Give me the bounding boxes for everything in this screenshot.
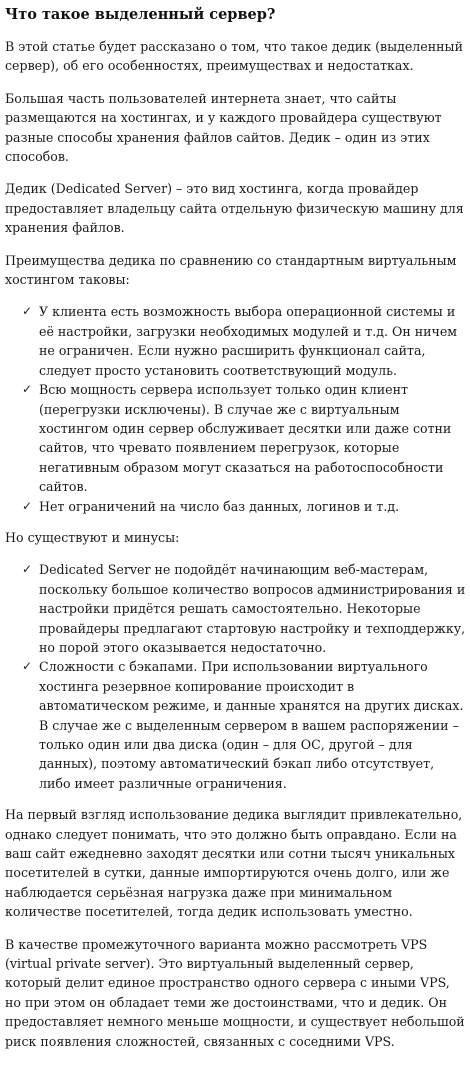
disadvantages-list	[5, 560, 466, 793]
hosting-paragraph: Большая часть пользователей интернета знает, что сайты размещаются на хостингах, и у каждого провайдера существуют разные способы хранения файлов сайтов. Дедик – один из этих способов.	[5, 90, 442, 165]
list-item-text: Нет ограничений на число баз данных, логинов и т.д.	[39, 498, 400, 514]
intro-paragraph: В этой статье будет рассказано о том, что такое дедик (выделенный сервер), об его особенностях, преимуществах и недостатках.	[5, 39, 463, 74]
conclusion-paragraph: На первый взгляд использование дедика выглядит привлекательно, однако следует понимать, что это должно быть оправдано. Если на ваш сайт ежедневно заходят десятки или сотни тысяч уникальных посетителей в сутки, данные импортируются очень долго, или же наблюдается серьёзная нагрузка даже при минимальном количестве посетителей, тогда дедик использовать уместно.	[5, 807, 463, 920]
list-item-text: Всю мощность сервера использует только один клиент (перегрузки исключены). В случае же с виртуальным хостингом один сервер обслуживает десятки или даже сотни сайтов, что чревато появлением перегрузок, которые негативным образом могут сказаться на работоспособности сайтов.	[39, 382, 452, 495]
check-icon: ✓	[22, 304, 33, 319]
list-item-text: Dedicated Server не подойдёт начинающим веб-мастерам, поскольку большое количество вопросов администрирования и настройки придётся решать самостоятельно. Некоторые провайдеры предлагают стартовую настройку и техподдержку, но порой этого оказывается недостаточно.	[39, 562, 466, 655]
vps-paragraph: В качестве промежуточного варианта можно рассмотреть VPS (virtual private server). Это виртуальный выделенный сервер, который делит единое пространство одного сервера с иными VPS, но при этом он обладает теми же достоинствами, что и дедик. Он предоставляет немного меньше мощности, и существует небольшой риск появления сложностей, связанных с соседними VPS.	[5, 936, 465, 1049]
check-icon: ✓	[22, 562, 33, 577]
advantages-list	[5, 302, 466, 515]
list-item	[22, 657, 466, 793]
disadvantages-intro: Но существуют и минусы:	[5, 529, 180, 545]
list-item-text: У клиента есть возможность выбора операционной системы и её настройки, загрузки необходимых модулей и т.д. Он ничем не ограничен. Если нужно расширить функционал сайта, следует просто установить соответствующий модуль.	[39, 304, 458, 378]
check-icon: ✓	[22, 659, 33, 674]
definition-paragraph: Дедик (Dedicated Server) – это вид хостинга, когда провайдер предоставляет владельцу сайта отдельную физическую машину для хранения файлов.	[5, 181, 464, 236]
check-icon: ✓	[22, 498, 33, 513]
article-title: Что такое выделенный сервер?	[5, 6, 276, 23]
advantages-intro: Преимущества дедика по сравнению со стандартным виртуальным хостингом таковы:	[5, 252, 457, 288]
check-icon: ✓	[22, 382, 33, 397]
list-item-text: Сложности с бэкапами. При использовании виртуального хостинга резервное копирование происходит в автоматическом режиме, и данные хранятся на других дисках. В случае же с выделенным сервером в вашем распоряжении – только один или два диска (один – для ОС, другой – для данных), поэтому автоматический бэкап либо отсутствует, либо имеет различные ограничения.	[39, 659, 464, 791]
list-item	[22, 560, 466, 657]
list-item	[22, 497, 466, 516]
list-item	[22, 302, 466, 380]
list-item	[22, 380, 466, 496]
